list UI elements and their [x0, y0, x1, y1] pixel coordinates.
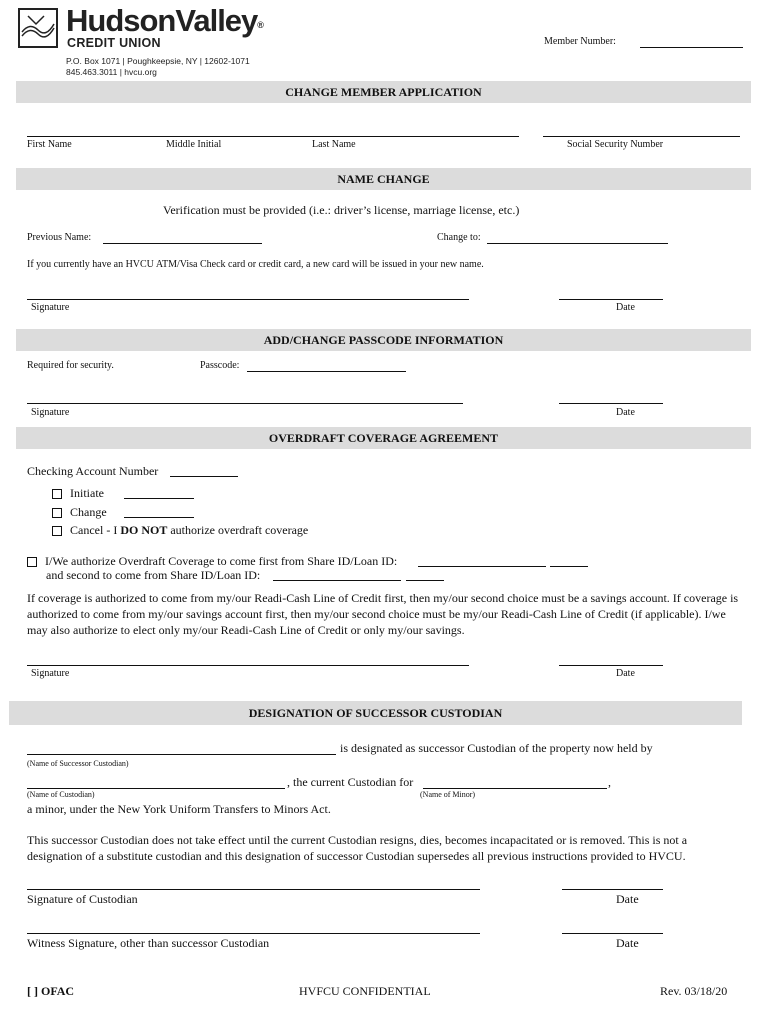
overdraft-heading: OVERDRAFT COVERAGE AGREEMENT	[16, 427, 751, 449]
member-number-label: Member Number:	[544, 36, 616, 47]
first-share-extra-field[interactable]	[550, 566, 588, 567]
overdraft-signature-label: Signature	[31, 668, 70, 679]
overdraft-signature-field[interactable]	[27, 665, 469, 666]
first-share-id-field[interactable]	[418, 566, 546, 567]
confidential-label: HVFCU CONFIDENTIAL	[299, 984, 431, 998]
custodian-name-field[interactable]	[27, 788, 285, 789]
designated-text: is designated as successor Custodian of the property now held by	[340, 741, 653, 755]
name-change-date-label: Date	[616, 302, 635, 313]
ssn-field[interactable]	[543, 136, 740, 137]
name-change-signature-field[interactable]	[27, 299, 469, 300]
passcode-label: Passcode:	[200, 360, 240, 371]
checking-account-label: Checking Account Number	[27, 464, 159, 478]
verification-note: Verification must be provided (i.e.: driver’s license, marriage license, etc.)	[163, 203, 520, 217]
change-to-field[interactable]	[487, 243, 668, 244]
org-address: P.O. Box 1071 | Poughkeepsie, NY | 12602-1071	[66, 56, 250, 66]
current-custodian-text: , the current Custodian for	[287, 775, 414, 789]
authorize-checkbox[interactable]	[27, 557, 37, 567]
witness-date-label: Date	[616, 936, 639, 950]
custodian-signature-label: Signature of Custodian	[27, 892, 138, 906]
minor-name-field[interactable]	[423, 788, 607, 789]
first-name-label: First Name	[27, 139, 72, 150]
cancel-option[interactable]: Cancel - I DO NOT authorize overdraft coverage	[52, 523, 308, 538]
last-name-label: Last Name	[312, 139, 356, 150]
name-change-heading: NAME CHANGE	[16, 168, 751, 190]
witness-date-field[interactable]	[562, 933, 663, 934]
change-field[interactable]	[124, 517, 194, 518]
member-name-field[interactable]	[27, 136, 519, 137]
successor-custodian-label: (Name of Successor Custodian)	[27, 759, 129, 768]
initiate-field[interactable]	[124, 498, 194, 499]
cancel-checkbox[interactable]	[52, 526, 62, 536]
ofac-checkbox[interactable]: [ ] OFAC	[27, 984, 75, 998]
org-contact: 845.463.3011 | hvcu.org	[66, 67, 157, 77]
name-change-date-field[interactable]	[559, 299, 663, 300]
custodian-signature-field[interactable]	[27, 889, 480, 890]
org-subtitle: CREDIT UNION	[67, 36, 161, 50]
authorize-option[interactable]: I/We authorize Overdraft Coverage to come first from Share ID/Loan ID:	[27, 554, 397, 569]
initiate-checkbox[interactable]	[52, 489, 62, 499]
minor-comma: ,	[608, 775, 611, 789]
passcode-signature-label: Signature	[31, 407, 70, 418]
custodian-name-label: (Name of Custodian)	[27, 790, 95, 799]
passcode-date-label: Date	[616, 407, 635, 418]
revision-label: Rev. 03/18/20	[660, 984, 728, 998]
second-share-extra-field[interactable]	[406, 580, 444, 581]
witness-signature-field[interactable]	[27, 933, 480, 934]
change-checkbox[interactable]	[52, 508, 62, 518]
second-source-label: and second to come from Share ID/Loan ID:	[46, 568, 261, 582]
middle-initial-label: Middle Initial	[166, 139, 222, 150]
custodian-date-field[interactable]	[562, 889, 663, 890]
second-share-id-field[interactable]	[273, 580, 401, 581]
member-number-field[interactable]	[640, 47, 743, 48]
initiate-option[interactable]: Initiate	[52, 486, 104, 501]
custodian-heading: DESIGNATION OF SUCCESSOR CUSTODIAN	[9, 701, 742, 725]
minor-act-text: a minor, under the New York Uniform Transfers to Minors Act.	[27, 802, 331, 816]
passcode-date-field[interactable]	[559, 403, 663, 404]
logo-wave-icon	[20, 10, 56, 46]
name-change-signature-label: Signature	[31, 302, 70, 313]
overdraft-date-field[interactable]	[559, 665, 663, 666]
required-security-note: Required for security.	[27, 360, 114, 371]
overdraft-paragraph: If coverage is authorized to come from my/our Readi-Cash Line of Credit first, then my/our second choice must be a savings account. If coverage is authorized to come from my/our savings account first, then my/our second choice must be my/our Readi-Cash Line of Credit (if applicable). I/we may also authorize to elect only my/our Readi-Cash Line of Credit or only my/our savings.	[27, 591, 739, 637]
overdraft-date-label: Date	[616, 668, 635, 679]
logo-mark	[18, 8, 58, 48]
passcode-heading: ADD/CHANGE PASSCODE INFORMATION	[16, 329, 751, 351]
change-option[interactable]: Change	[52, 505, 107, 520]
org-name: HudsonValley®	[66, 3, 263, 38]
passcode-signature-field[interactable]	[27, 403, 463, 404]
custodian-date-label: Date	[616, 892, 639, 906]
card-note: If you currently have an HVCU ATM/Visa Check card or credit card, a new card will be issued in your new name.	[27, 259, 484, 270]
passcode-field[interactable]	[247, 371, 406, 372]
ssn-label: Social Security Number	[567, 139, 664, 150]
previous-name-label: Previous Name:	[27, 232, 92, 243]
minor-name-label: (Name of Minor)	[420, 790, 476, 799]
checking-account-field[interactable]	[170, 476, 238, 477]
successor-custodian-field[interactable]	[27, 754, 336, 755]
witness-signature-label: Witness Signature, other than successor Custodian	[27, 936, 270, 950]
change-to-label: Change to:	[437, 232, 481, 243]
previous-name-field[interactable]	[103, 243, 262, 244]
custodian-paragraph: This successor Custodian does not take effect until the current Custodian resigns, dies, becomes incapacitated or is removed. This is not a designation of a substitute custodian and this designation of successor Custodian supersedes all previous instructions provided to HVCU.	[27, 833, 688, 863]
form-title: CHANGE MEMBER APPLICATION	[16, 81, 751, 103]
